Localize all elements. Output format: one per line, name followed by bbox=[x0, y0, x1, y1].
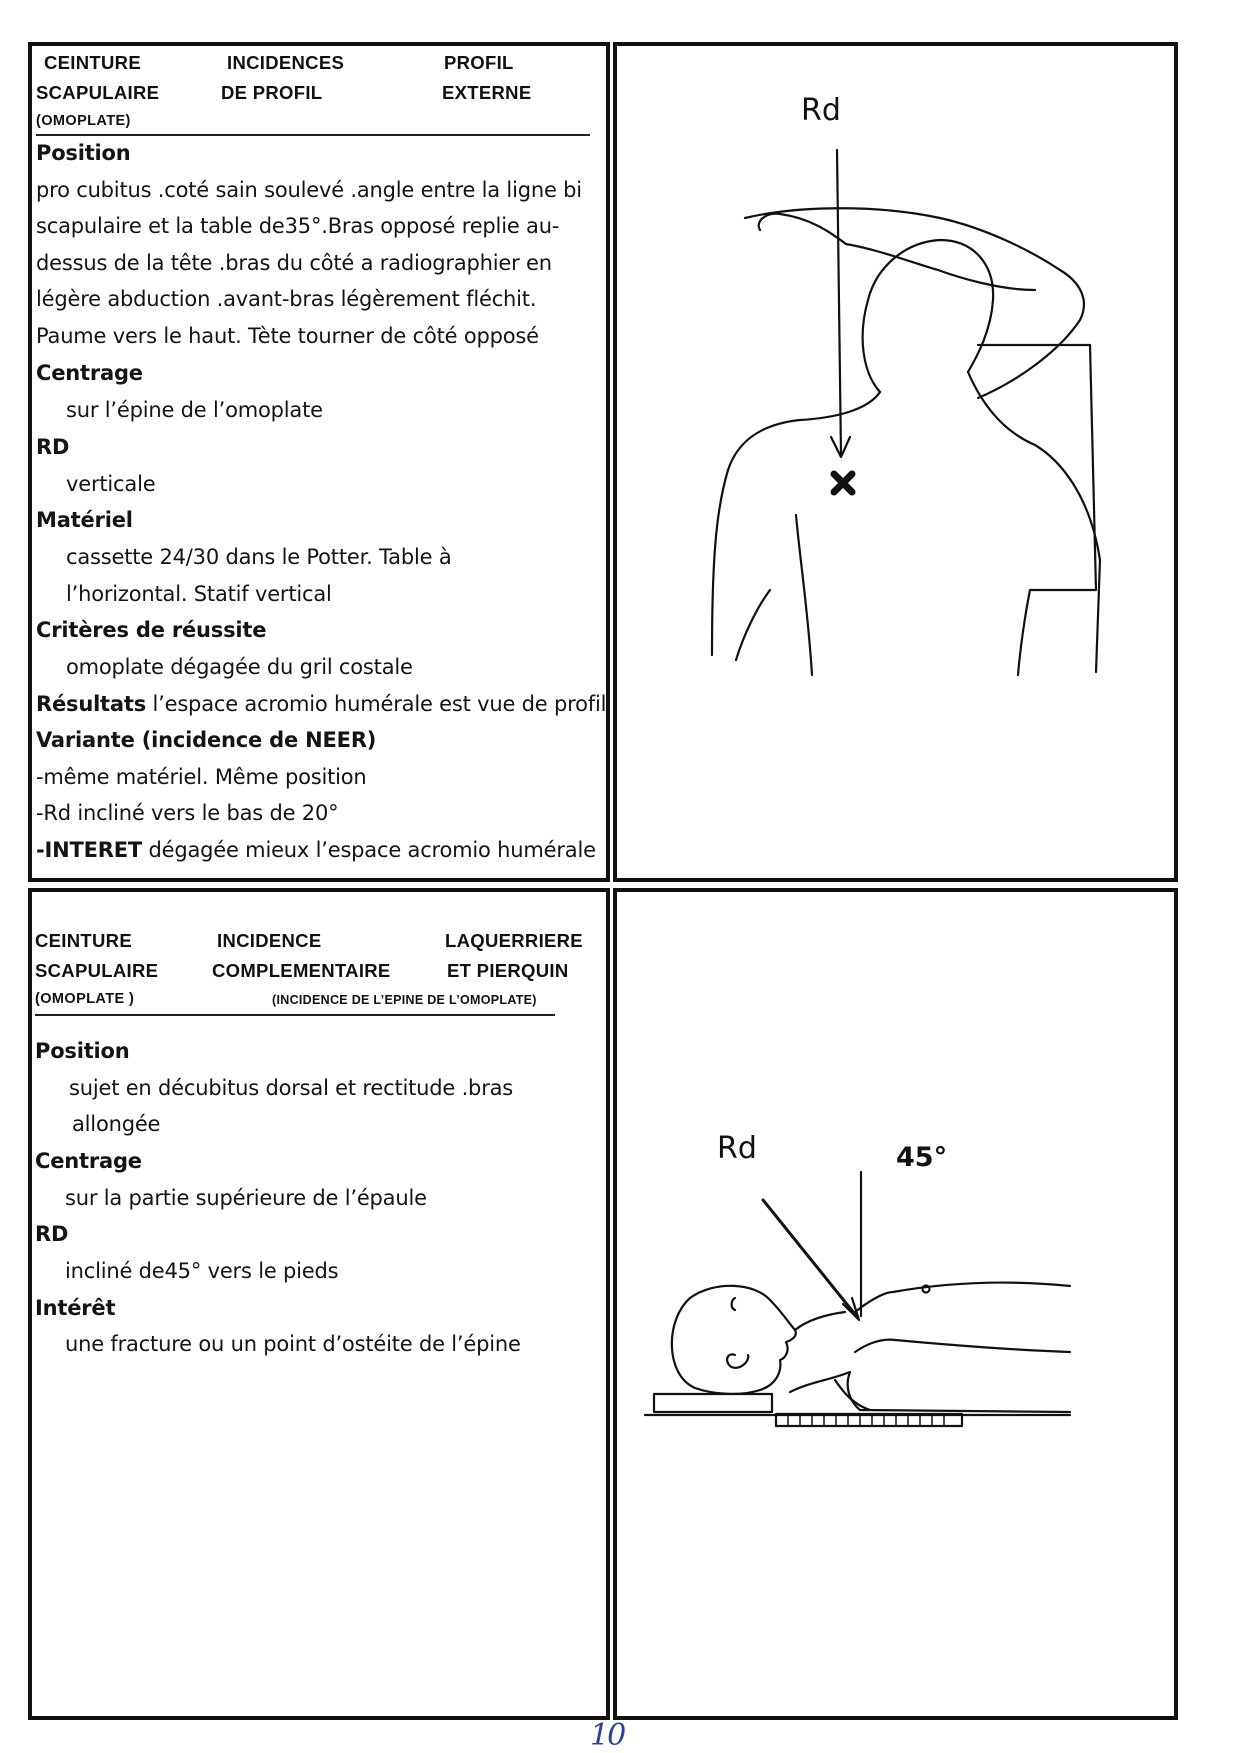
card-2-line: allongée bbox=[72, 1112, 161, 1136]
card-1-header-rule bbox=[36, 134, 590, 136]
card-2-label-centrage: Centrage bbox=[35, 1149, 142, 1173]
card-1-line-resultats bbox=[36, 692, 606, 716]
card-1-line: Paume vers le haut. Tète tourner de côté opposé bbox=[36, 324, 539, 348]
card-1-label-variante: Variante (incidence de NEER) bbox=[36, 728, 377, 752]
card-1-line: sur l’épine de l’omoplate bbox=[66, 398, 323, 422]
card-2-header-col2-line2: COMPLEMENTAIRE bbox=[212, 960, 391, 981]
card-1-figure-label-rd: Rd bbox=[801, 93, 841, 128]
card-2-line: sujet en décubitus dorsal et rectitude .bras bbox=[69, 1076, 514, 1100]
card-1-header-col1-line2: SCAPULAIRE bbox=[36, 82, 160, 103]
card-2-figure-label-angle: 45° bbox=[896, 1142, 948, 1173]
card-2-label-rd: RD bbox=[35, 1222, 69, 1246]
card-1-line: omoplate dégagée du gril costale bbox=[66, 655, 413, 679]
card-1-figure-panel bbox=[613, 42, 1178, 882]
card-2-line: incliné de45° vers le pieds bbox=[65, 1259, 339, 1283]
card-1-header-col3-line1: PROFIL bbox=[444, 52, 514, 73]
card-1-resultats-text: l’espace acromio humérale est vue de profil bbox=[146, 692, 607, 716]
card-2-figure-label-rd: Rd bbox=[717, 1131, 757, 1166]
card-2-header-col1-line2: SCAPULAIRE bbox=[35, 960, 159, 981]
card-2-header-col2-line1: INCIDENCE bbox=[217, 930, 322, 951]
card-1-interet-text: dégagée mieux l’espace acromio humérale bbox=[142, 838, 596, 862]
card-2-header-col1-line1: CEINTURE bbox=[35, 930, 132, 951]
card-2-line: sur la partie supérieure de l’épaule bbox=[65, 1186, 427, 1210]
card-2-label-position: Position bbox=[35, 1039, 130, 1063]
card-1-line-interet bbox=[36, 838, 596, 862]
card-2-header-col3-line1: LAQUERRIERE bbox=[445, 930, 583, 951]
card-2-header-col1-line3: (OMOPLATE ) bbox=[35, 991, 135, 1007]
card-2-header-rule bbox=[35, 1014, 555, 1016]
card-1-label-resultats: Résultats bbox=[36, 692, 147, 716]
card-2-text-panel bbox=[28, 888, 610, 1720]
card-1-label-materiel: Matériel bbox=[36, 508, 133, 532]
card-1-label-rd: RD bbox=[36, 435, 70, 459]
card-2-header-sub: (INCIDENCE DE L’EPINE DE L’OMOPLATE) bbox=[272, 993, 537, 1007]
card-2-figure-panel bbox=[613, 888, 1178, 1720]
card-1-header-col1-line3: (OMOPLATE) bbox=[36, 113, 131, 129]
card-1-label-criteres: Critères de réussite bbox=[36, 618, 267, 642]
card-1-line: -même matériel. Même position bbox=[36, 765, 367, 789]
page-number: 10 bbox=[590, 1718, 625, 1753]
card-1-header-col1-line1: CEINTURE bbox=[44, 52, 141, 73]
card-1-label-interet: -INTERET bbox=[36, 838, 143, 862]
card-2-label-interet: Intérêt bbox=[35, 1296, 116, 1320]
card-1-line: l’horizontal. Statif vertical bbox=[66, 582, 332, 606]
card-1-line: scapulaire et la table de35°.Bras opposé replie au- bbox=[36, 214, 560, 238]
card-1-label-position: Position bbox=[36, 141, 131, 165]
card-1-line: -Rd incliné vers le bas de 20° bbox=[36, 801, 339, 825]
card-1-text-panel bbox=[28, 42, 610, 882]
card-1-line: verticale bbox=[66, 472, 156, 496]
card-1-header-col2-line2: DE PROFIL bbox=[221, 82, 323, 103]
card-1-line: dessus de la tête .bras du côté a radiographier en bbox=[36, 251, 552, 275]
card-1-line: cassette 24/30 dans le Potter. Table à bbox=[66, 545, 452, 569]
card-2-line: une fracture ou un point d’ostéite de l’épine bbox=[65, 1332, 521, 1356]
card-1-header-col3-line2: EXTERNE bbox=[442, 82, 532, 103]
card-1-line: légère abduction .avant-bras légèrement fléchit. bbox=[36, 287, 537, 311]
card-1-line: pro cubitus .coté sain soulevé .angle entre la ligne bi bbox=[36, 178, 582, 202]
card-2-header-col3-line2: ET PIERQUIN bbox=[447, 960, 569, 981]
card-1-header-col2-line1: INCIDENCES bbox=[227, 52, 345, 73]
card-1-label-centrage: Centrage bbox=[36, 361, 143, 385]
